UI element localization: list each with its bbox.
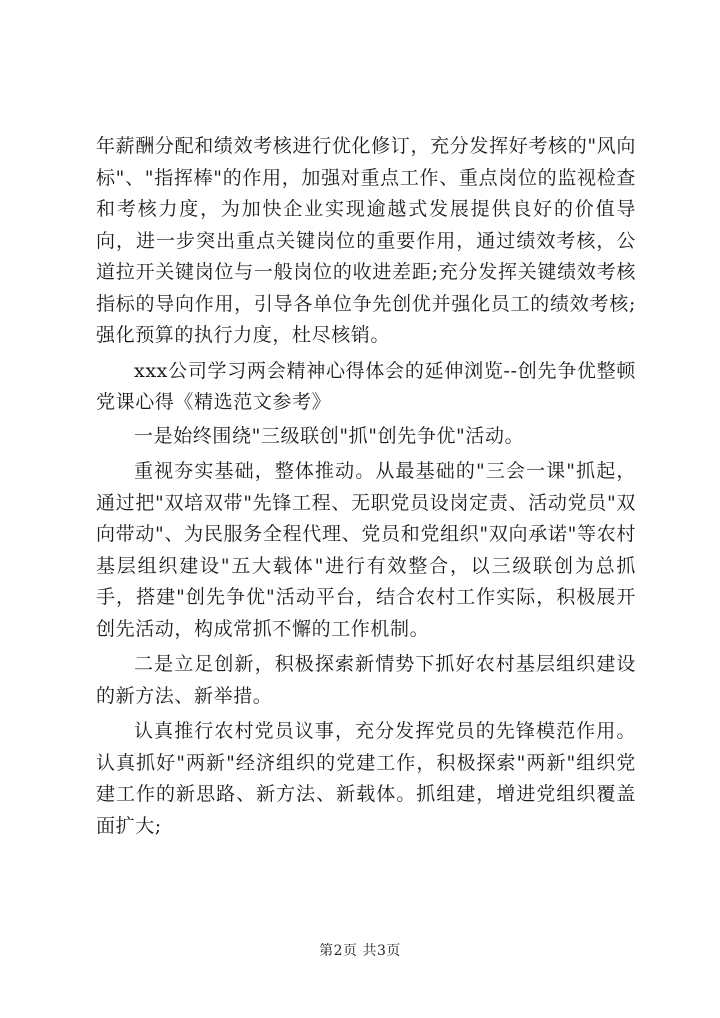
paragraph-foundation: 重视夯实基础，整体推动。从最基础的"三会一课"抓起，通过把"双培双带"先锋工程、无职党员设岗定责、活动党员"双向带动"、为民服务全程代理、党员和党组织"双向承诺"等农村基层组织建设"五大载体"进行有效整合，以三级联创为总抓手，搭建"创先争优"活动平台，结合农村工作实际，积极展开创先活动，构成常抓不懈的工作机制。 [96,460,636,640]
document-body [96,131,636,842]
paragraph-point-two: 二是立足创新，积极探索新情势下抓好农村基层组织建设的新方法、新举措。 [96,653,636,707]
page-number-footer: 第2页 共3页 [319,943,401,959]
paragraph-point-one: 一是始终围绕"三级联创"抓"创先争优"活动。 [134,424,525,447]
paragraph-article-title: xxx公司学习两会精神心得体会的延伸浏览--创先争优整顿党课心得《精选范文参考》 [96,359,636,413]
paragraph-continuation: 年薪酬分配和绩效考核进行优化修订，充分发挥好考核的"风向标"、"指挥棒"的作用，加强对重点工作、重点岗位的监视检查和考核力度，为加快企业实现逾越式发展提供良好的价值导向，进一步突出重点关键岗位的重要作用，通过绩效考核，公道拉开关键岗位与一般岗位的收进差距;充分发挥关键绩效考核指标的导向作用，引导各单位争先创优并强化员工的绩效考核;强化预算的执行力度，杜尽核销。 [96,135,636,346]
paragraph-party-members: 认真推行农村党员议事，充分发挥党员的先锋模范作用。认真抓好"两新"经济组织的党建工作，积极探索"两新"组织党建工作的新思路、新方法、新载体。抓组建，增进党组织覆盖面扩大; [96,720,636,837]
